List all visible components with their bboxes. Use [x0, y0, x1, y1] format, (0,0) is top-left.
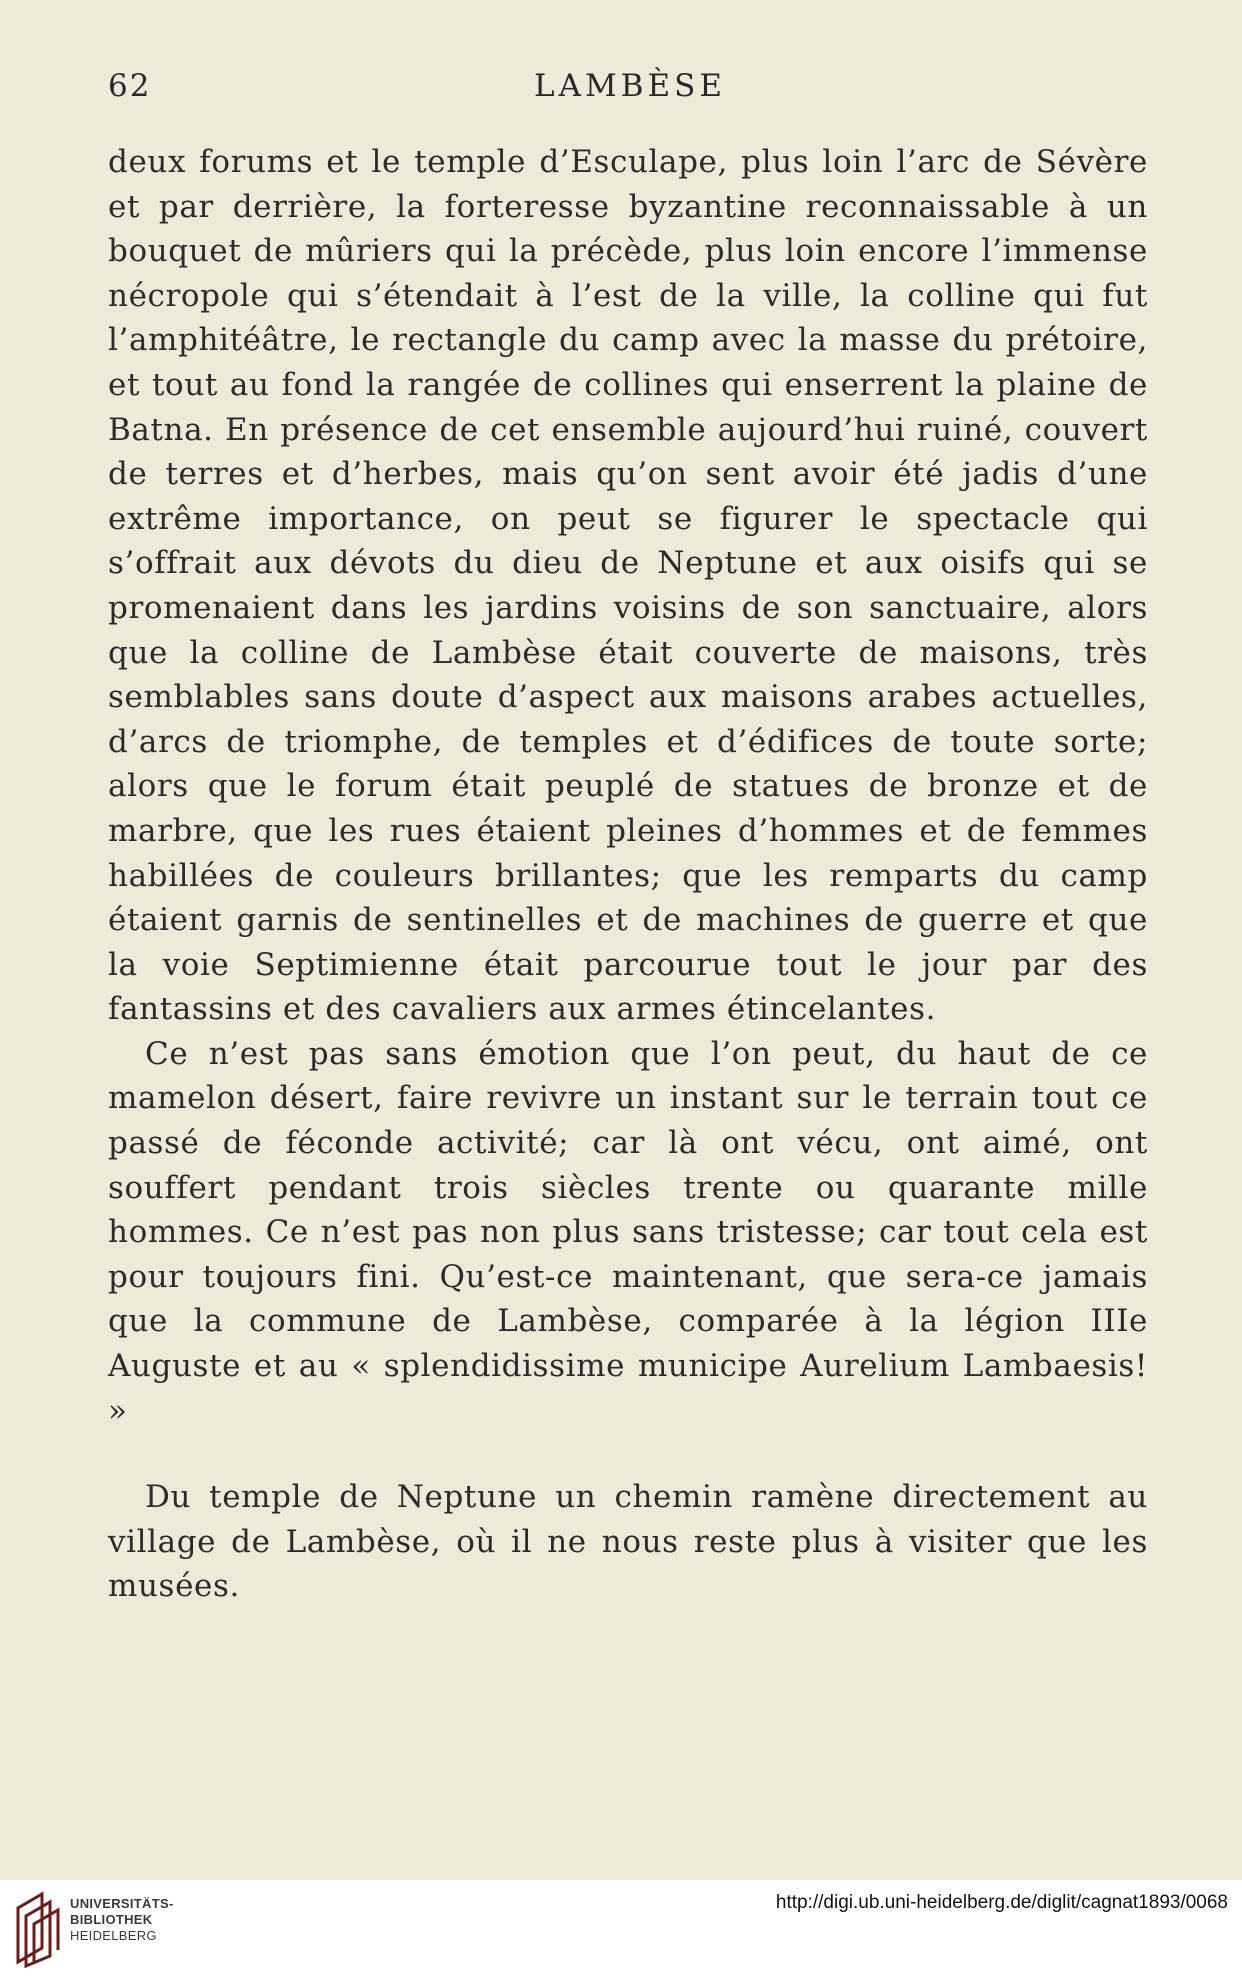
paragraph-continuation: deux forums et le temple d’Esculape, plus loin l’arc de Sévère et par derrière, la forteresse byzantine reconnaissable à un bouquet de mûriers qui la précède, plus loin encore l’immense nécropole qui s’étendait à l’est de la ville, la colline qui fut l’amphitéâtre, le rectangle du camp avec la masse du prétoire, et tout au fond la rangée de collines qui enserrent la plaine de Batna. En présence de cet ensemble aujourd’hui ruiné, couvert de terres et d’herbes, mais qu’on sent avoir été jadis d’une extrême importance, on peut se figurer le spectacle qui s’offrait aux dévots du dieu de Neptune et aux oisifs qui se promenaient dans les jardins voisins de son sanctuaire, alors que la colline de Lambèse était couverte de maisons, très semblables sans doute d’aspect aux maisons arabes actuelles, d’arcs de triomphe, de temples et d’édifices de toute sorte; alors que le forum était peuplé de statues de bronze et de marbre, que les rues étaient pleines d’hommes et de femmes habillées de couleurs brillantes; que les remparts du camp étaient garnis de sentinelles et de machines de guerre et que la voie Septimienne était parcourue tout le jour par des fantassins et des cavaliers aux armes étincelantes. — [108, 144, 1148, 1028]
running-title: LAMBÈSE — [534, 68, 726, 104]
source-url-link[interactable]: http://digi.ub.uni-heidelberg.de/diglit/cagnat1893/0068 — [775, 1892, 1228, 1913]
running-head — [108, 68, 1152, 118]
library-name — [70, 1896, 174, 1944]
paragraph-route: Du temple de Neptune un chemin ramène directement au village de Lambèse, où il ne nous reste plus à visiter que les musées. — [108, 1479, 1148, 1605]
library-line-1: UNIVERSITÄTS- — [70, 1896, 174, 1911]
library-line-3: HEIDELBERG — [70, 1928, 157, 1943]
page-number: 62 — [108, 68, 152, 104]
body-text — [108, 140, 1148, 1609]
library-logo-icon — [12, 1888, 66, 1968]
paragraph-emotion: Ce n’est pas sans émotion que l’on peut, du haut de ce mamelon désert, faire revivre un instant sur le terrain tout ce passé de féconde activité; car là ont vécu, ont aimé, ont souffert pendant trois siècles trente ou quarante mille hommes. Ce n’est pas non plus sans tristesse; car tout cela est pour toujours fini. Qu’est-ce maintenant, que sera-ce jamais que la commune de Lambèse, comparée à la légion IIIe Auguste et au « splendidissime municipe Aurelium Lambaesis! » — [108, 1035, 1148, 1429]
library-line-2: BIBLIOTHEK — [70, 1912, 153, 1927]
footer-bar — [0, 1880, 1242, 1978]
